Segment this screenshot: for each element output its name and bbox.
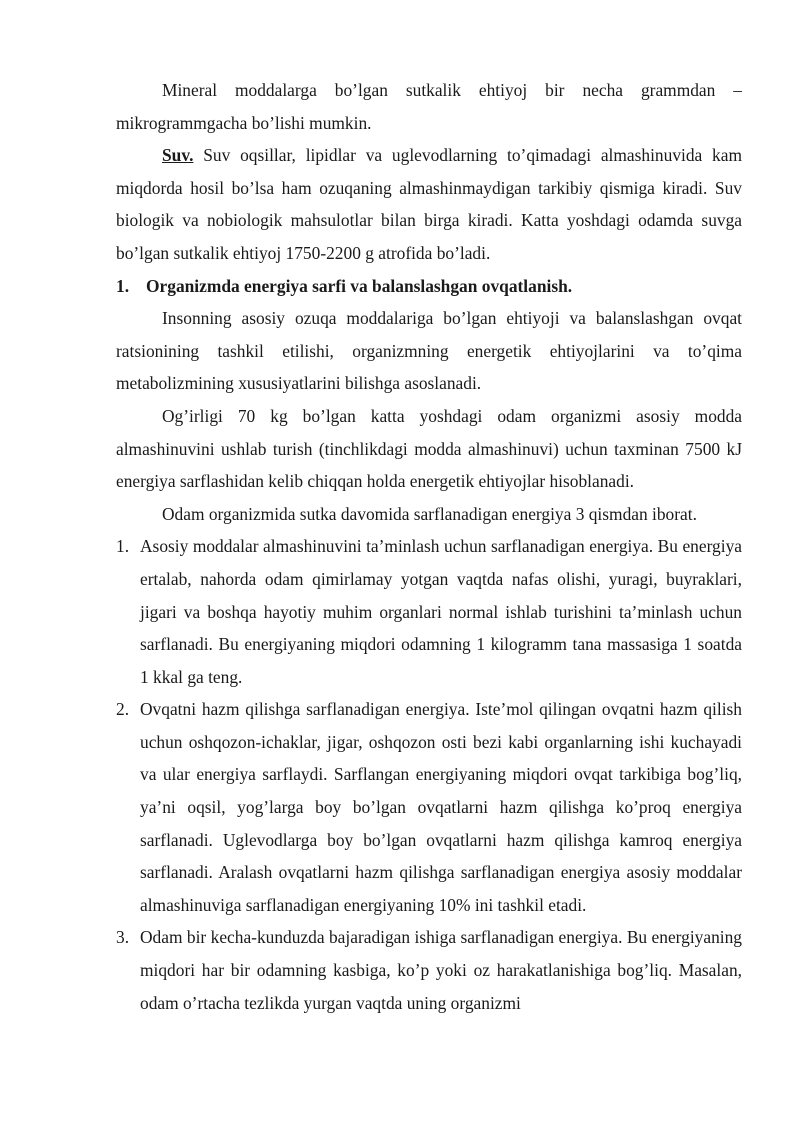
list-item-text: Asosiy moddalar almashinuvini ta’minlash uchun sarflanadigan energiya. Bu energiya ertalab, nahorda odam qimirlamay yotgan vaqtda nafas olishi, yuragi, buyraklari, jigari va boshqa hayotiy muhim organlari normal ishlab turishini ta’minlash uchun sarflanadi. Bu energiyaning miqdori odamning 1 kilogramm tana massasiga 1 soatda 1 kkal ga teng. xyxy=(140,536,742,687)
paragraph-energy-parts: Odam organizmida sutka davomida sarflanadigan energiya 3 qismdan iborat. xyxy=(162,503,697,524)
water-text: Suv oqsillar, lipidlar va uglevodlarning to’qimadagi almashinuvida kam miqdorda hosil bo’lsa ham ozuqaning almashinmaydigan tarkibiy qismiga kiradi. Suv biologik va nobiologik mahsulotlar bilan birga kiradi. Katta yoshdagi odamda suvga bo’lgan sutkalik ehtiyoj 1750-2200 g atrofida bo’ladi. xyxy=(116,145,742,263)
list-item-text: Odam bir kecha-kunduzda bajaradigan ishiga sarflanadigan energiya. Bu energiyaning miqdori har bir odamning kasbiga, ko’p yoki oz harakatlanishiga bog’liq. Masalan, odam o’rtacha tezlikda yurgan vaqtda uning organizmi xyxy=(140,927,742,1013)
list-item-text: Ovqatni hazm qilishga sarflanadigan energiya. Iste’mol qilingan ovqatni hazm qilish uchun oshqozon-ichaklar, jigar, oshqozon osti bezi kabi organlarning ishi kuchayadi va ular energiya sarflaydi. Sarflangan energiyaning miqdori ovqat tarkibiga bog’liq, ya’ni oqsil, yog’larga boy bo’lgan ovqatlarni hazm qilishga ko’proq energiya sarflanadi. Uglevodlarga boy bo’lgan ovqatlarni hazm qilishga kamroq energiya sarflanadi. Aralash ovqatlarni hazm qilishga sarflanadigan energiya asosiy moddalar almashinuviga sarflanadigan energiyaning 10% ini tashkil etadi. xyxy=(140,699,742,915)
water-label: Suv. xyxy=(162,145,194,166)
energy-parts-list xyxy=(116,530,742,1019)
section-heading-number: 1. xyxy=(116,275,130,296)
list-item xyxy=(116,693,742,921)
paragraph-needs: Insonning asosiy ozuqa moddalariga bo’lgan ehtiyoji va balanslashgan ovqat ratsionining tashkil etilishi, organizmning energetik ehtiyojlarini va to’qima metabolizmining xususiyatlarini bilishga asoslanadi. xyxy=(116,308,742,394)
paragraph-minerals: Mineral moddalarga bo’lgan sutkalik ehtiyoj bir necha grammdan – mikrogrammgacha bo’lishi mumkin. xyxy=(116,80,742,133)
paragraph-energy-requirement: Og’irligi 70 kg bo’lgan katta yoshdagi odam organizmi asosiy modda almashinuvini ushlab turish (tinchlikdagi modda almashinuvi) uchun taxminan 7500 kJ energiya sarflashidan kelib chiqqan holda energetik ehtiyojlar hisoblanadi. xyxy=(116,405,742,492)
paragraph-water xyxy=(116,139,742,269)
list-item xyxy=(116,921,742,1019)
list-item-number: 2. xyxy=(116,699,130,720)
section-heading-text: Organizmda energiya sarfi va balanslashgan ovqatlanish. xyxy=(146,275,573,296)
list-item-number: 3. xyxy=(116,927,130,948)
section-heading xyxy=(116,270,742,303)
list-item-number: 1. xyxy=(116,536,130,557)
list-item xyxy=(116,530,742,693)
